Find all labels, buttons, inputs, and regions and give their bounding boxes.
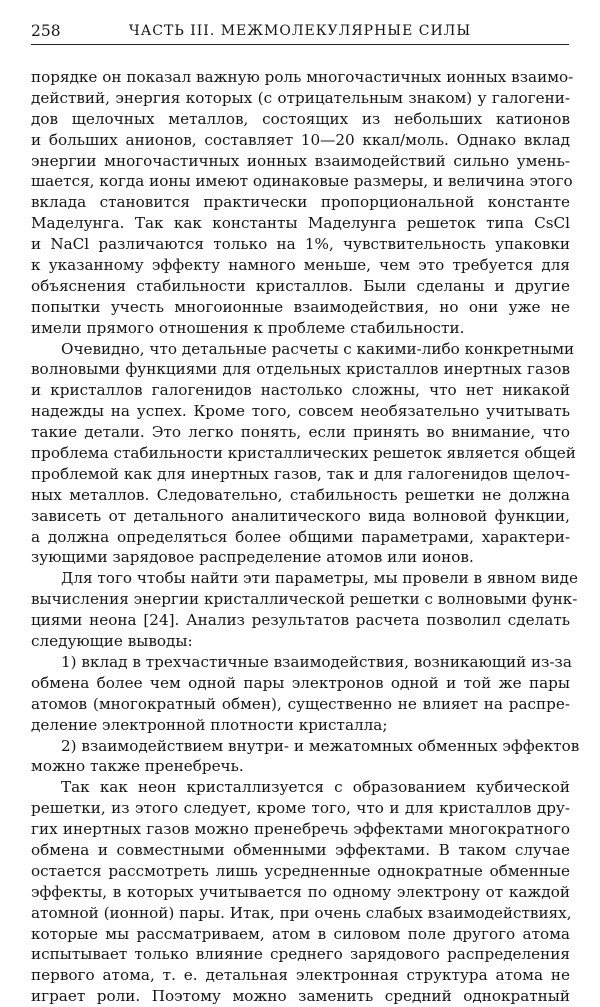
text-line: имели прямого отношения к проблеме стабильности. xyxy=(31,318,465,337)
text-line: объяснения стабильности кристаллов. Были сделаны и другие xyxy=(31,276,570,295)
text-line: и NaCl различаются только на 1%, чувствительность упаковки xyxy=(31,235,570,254)
text-line: испытывает только влияние среднего зарядового распределения xyxy=(31,945,570,964)
text-line: такие детали. Это легко понять, если принять во внимание, что xyxy=(31,423,570,442)
text-line: деление электронной плотности кристалла; xyxy=(31,715,388,734)
text-line: 1) вклад в трехчастичные взаимодействия, возникающий из-за xyxy=(61,652,572,671)
text-line: зависеть от детального аналитического вида волновой функции, xyxy=(31,506,570,525)
text-line: следующие выводы: xyxy=(31,632,193,651)
text-line: гих инертных газов можно пренебречь эффектами многократного xyxy=(31,820,570,839)
text-line: волновыми функциями для отдельных кристаллов инертных газов xyxy=(31,360,570,379)
page-header xyxy=(31,18,569,45)
text-line: Очевидно, что детальные расчеты с какими-либо конкретными xyxy=(61,339,575,358)
text-line: и больших анионов, составляет 10—20 ккал/моль. Однако вклад xyxy=(31,130,570,149)
text-line: дов щелочных металлов, состоящих из небольших катионов xyxy=(31,109,570,128)
body-text xyxy=(31,67,580,1007)
text-line: попытки учесть многоионные взаимодействия, но они уже не xyxy=(31,297,570,316)
text-line: обмена и совместными обменными эффектами. В таком случае xyxy=(31,840,570,859)
text-line: порядке он показал важную роль многочастичных ионных взаимо- xyxy=(31,68,574,86)
text-line: Для того чтобы найти эти параметры, мы провели в явном виде xyxy=(61,569,578,588)
text-line: атомной (ионной) пары. Итак, при очень слабых взаимодействиях, xyxy=(31,903,572,922)
text-line: к указанному эффекту намного меньше, чем это требуется для xyxy=(31,256,570,275)
text-line: зующими зарядовое распределение атомов или ионов. xyxy=(31,548,474,567)
text-line: и кристаллов галогенидов настолько сложны, что нет никакой xyxy=(31,381,570,400)
text-line: можно также пренебречь. xyxy=(31,757,244,776)
text-line: играет роли. Поэтому можно заменить средний однократный xyxy=(31,987,570,1006)
text-line: энергии многочастичных ионных взаимодействий сильно умень- xyxy=(31,151,570,170)
text-line: шается, когда ионы имеют одинаковые размеры, и величина этого xyxy=(31,172,573,191)
running-title: ЧАСТЬ III. МЕЖМОЛЕКУЛЯРНЫЕ СИЛЫ xyxy=(128,23,472,39)
text-line: циями неона [24]. Анализ результатов расчета позволил сделать xyxy=(31,611,570,630)
text-line: вклада становится практически пропорциональной константе xyxy=(31,193,570,212)
text-line: проблема стабильности кристаллических решеток является общей xyxy=(31,444,576,463)
text-line: остается рассмотреть лишь усредненные однократные обменные xyxy=(31,861,570,880)
text-line: которые мы рассматриваем, атом в силовом поле другого атома xyxy=(31,924,570,943)
text-line: эффекты, в которых учитывается по одному электрону от каждой xyxy=(31,882,570,901)
text-line: вычисления энергии кристаллической решетки с волновыми функ- xyxy=(31,590,578,609)
text-line: действий, энергия которых (с отрицательным знаком) у галогени- xyxy=(31,88,570,107)
text-line: Так как неон кристаллизуется с образованием кубической xyxy=(61,778,570,797)
text-line: решетки, из этого следует, кроме того, что и для кристаллов дру- xyxy=(31,799,570,818)
text-line: а должна определяться более общими параметрами, характери- xyxy=(31,527,570,546)
text-line: ных металлов. Следовательно, стабильность решетки не должна xyxy=(31,485,570,504)
page-number: 258 xyxy=(31,22,61,40)
text-line: атомов (многократный обмен), существенно не влияет на распре- xyxy=(31,694,570,713)
text-line: обмена более чем одной пары электронов одной и той же пары xyxy=(31,673,570,692)
text-line: проблемой как для инертных газов, так и для галогенидов щелоч- xyxy=(31,464,570,483)
text-line: надежды на успех. Кроме того, совсем необязательно учитывать xyxy=(31,402,570,421)
text-line: 2) взаимодействием внутри- и межатомных обменных эффектов xyxy=(61,736,580,755)
text-line: Маделунга. Так как константы Маделунга решеток типа CsCl xyxy=(31,214,570,233)
text-line: первого атома, т. е. детальная электронная структура атома не xyxy=(31,966,570,985)
